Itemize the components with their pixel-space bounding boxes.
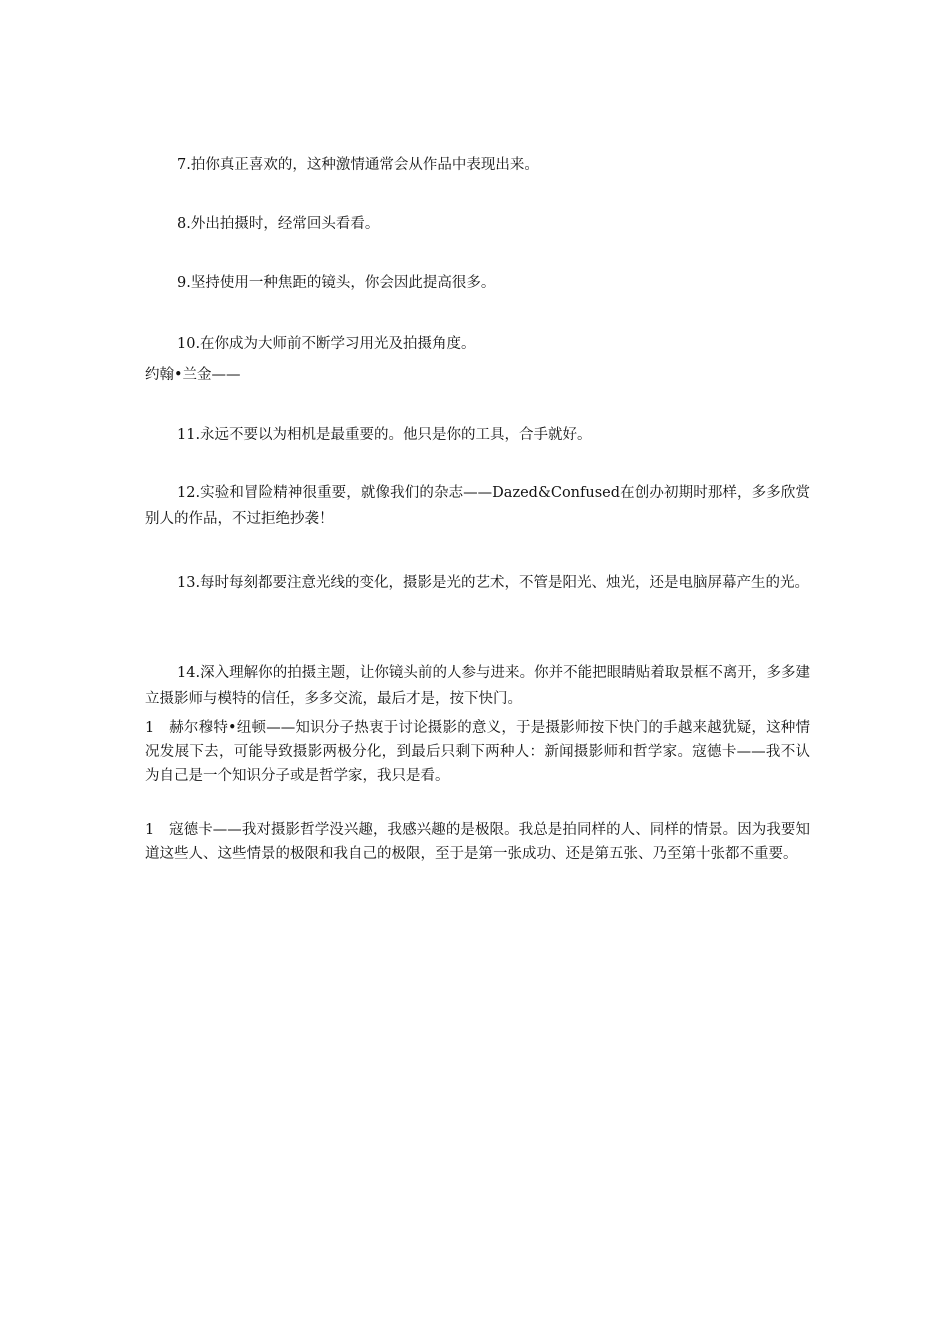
tip-10: 10.在你成为大师前不断学习用光及拍摄角度。 [177,336,476,352]
quote-text: 寇德卡——我对摄影哲学没兴趣，我感兴趣的是极限。我总是拍同样的人、同样的情景。因为我要知道这些人、这些情景的极限和我自己的极限，至于是第一张成功、还是第五张、乃至第十张都不重要。 [145,822,810,862]
tip-9: 9.坚持使用一种焦距的镜头，你会因此提高很多。 [177,275,496,291]
quote-koudelka [145,818,810,866]
tip-11: 11.永远不要以为相机是最重要的。他只是你的工具，合手就好。 [177,427,592,443]
quote-number: 1 [145,822,155,838]
author-attribution: 约翰•兰金—— [145,367,241,383]
tip-13: 13.每时每刻都要注意光线的变化，摄影是光的艺术，不管是阳光、烛光，还是电脑屏幕产生的光。 [177,575,810,591]
tip-14: 14.深入理解你的拍摄主题，让你镜头前的人参与进来。你并不能把眼睛贴着取景框不离开，多多建立摄影师与模特的信任，多多交流，最后才是，按下快门。 [145,665,810,707]
tip-7: 7.拍你真正喜欢的，这种激情通常会从作品中表现出来。 [177,157,539,173]
quote-text: 赫尔穆特•纽顿——知识分子热衷于讨论摄影的意义，于是摄影师按下快门的手越来越犹疑，这种情况发展下去，可能导致摄影两极分化，到最后只剩下两种人：新闻摄影师和哲学家。寇德卡——我不认为自己是一个知识分子或是哲学家，我只是看。 [145,720,810,784]
tip-12: 12.实验和冒险精神很重要，就像我们的杂志——Dazed&Confused在创办初期时那样，多多欣赏别人的作品，不过拒绝抄袭！ [145,485,810,527]
tip-8: 8.外出拍摄时，经常回头看看。 [177,216,380,232]
quote-newton [145,716,810,788]
quote-number: 1 [145,720,155,736]
